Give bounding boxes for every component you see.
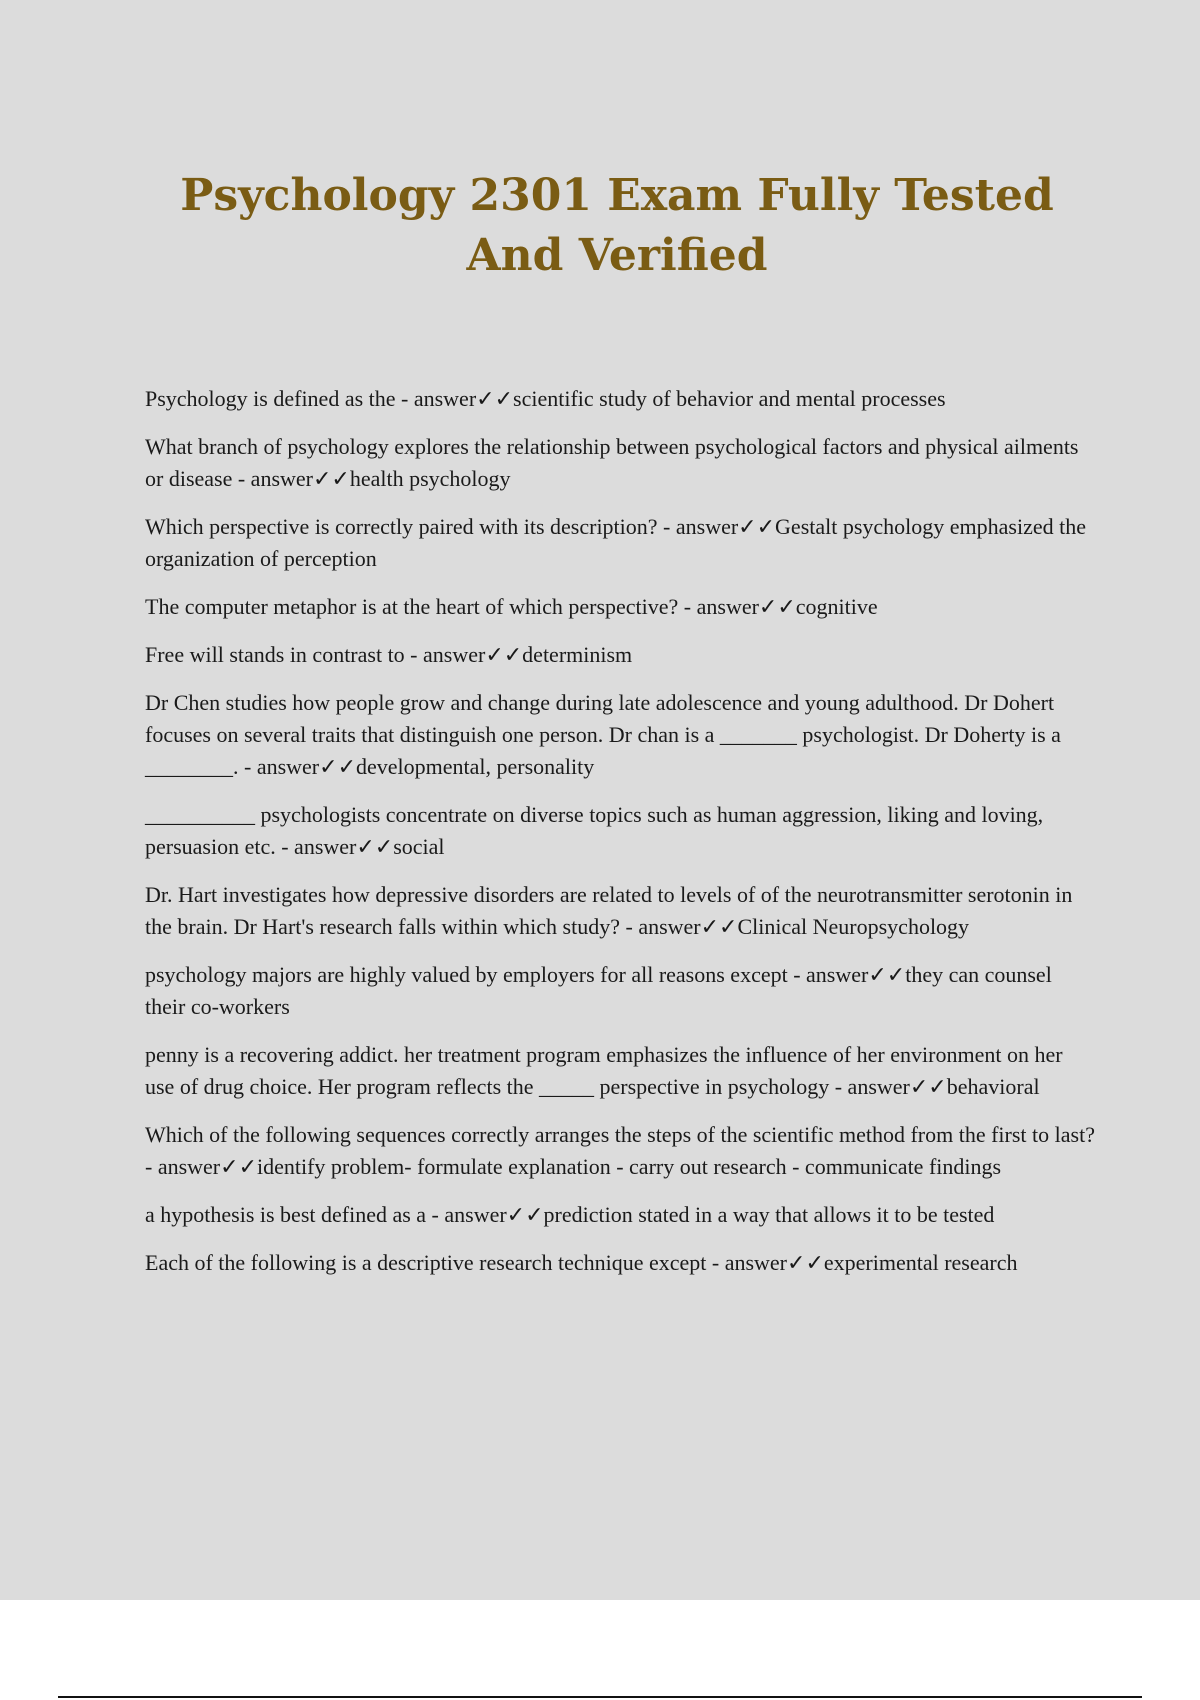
question-answer-item: Which perspective is correctly paired with its description? - answer✓✓Gestalt psychology emphasized the organization of perception (145, 514, 1087, 571)
question-answer-item: Free will stands in contrast to - answer✓✓determinism (145, 642, 633, 667)
question-answer-item: Which of the following sequences correctly arranges the steps of the scientific method from the first to last? - answer✓✓identify problem- formulate explanation - carry out research - communicate findings (145, 1122, 1095, 1179)
question-answer-item: psychology majors are highly valued by employers for all reasons except - answer✓✓they can counsel their co-workers (145, 962, 1052, 1019)
question-answer-item: penny is a recovering addict. her treatment program emphasizes the influence of her environment on her use of drug choice. Her program reflects the _____ perspective in psychology - answer✓✓behavioral (145, 1042, 1063, 1099)
question-answer-item: Each of the following is a descriptive research technique except - answer✓✓experimental research (145, 1250, 1018, 1275)
document-title: Psychology 2301 Exam Fully Tested And Verified (180, 170, 1054, 281)
question-answer-item: __________ psychologists concentrate on diverse topics such as human aggression, liking and loving, persuasion etc. - answer✓✓social (145, 802, 1044, 859)
footer-divider (58, 1696, 1142, 1698)
question-answer-item: a hypothesis is best defined as a - answer✓✓prediction stated in a way that allows it to be tested (145, 1202, 995, 1227)
question-answer-item: Dr. Hart investigates how depressive disorders are related to levels of of the neurotransmitter serotonin in the brain. Dr Hart's research falls within which study? - answer✓✓Clinical Neuropsychology (145, 882, 1073, 939)
question-answer-item: Dr Chen studies how people grow and change during late adolescence and young adulthood. Dr Dohert focuses on several traits that distinguish one person. Dr chan is a _______ psychologist. Dr Doherty is a ________. - answer✓✓developmental, personality (145, 690, 1061, 779)
question-answer-item: Psychology is defined as the - answer✓✓scientific study of behavior and mental processes (145, 386, 946, 411)
question-list (145, 383, 1095, 1295)
page-bottom-margin (0, 1600, 1200, 1700)
question-answer-item: What branch of psychology explores the relationship between psychological factors and physical ailments or disease - answer✓✓health psychology (145, 434, 1079, 491)
question-answer-item: The computer metaphor is at the heart of which perspective? - answer✓✓cognitive (145, 594, 878, 619)
